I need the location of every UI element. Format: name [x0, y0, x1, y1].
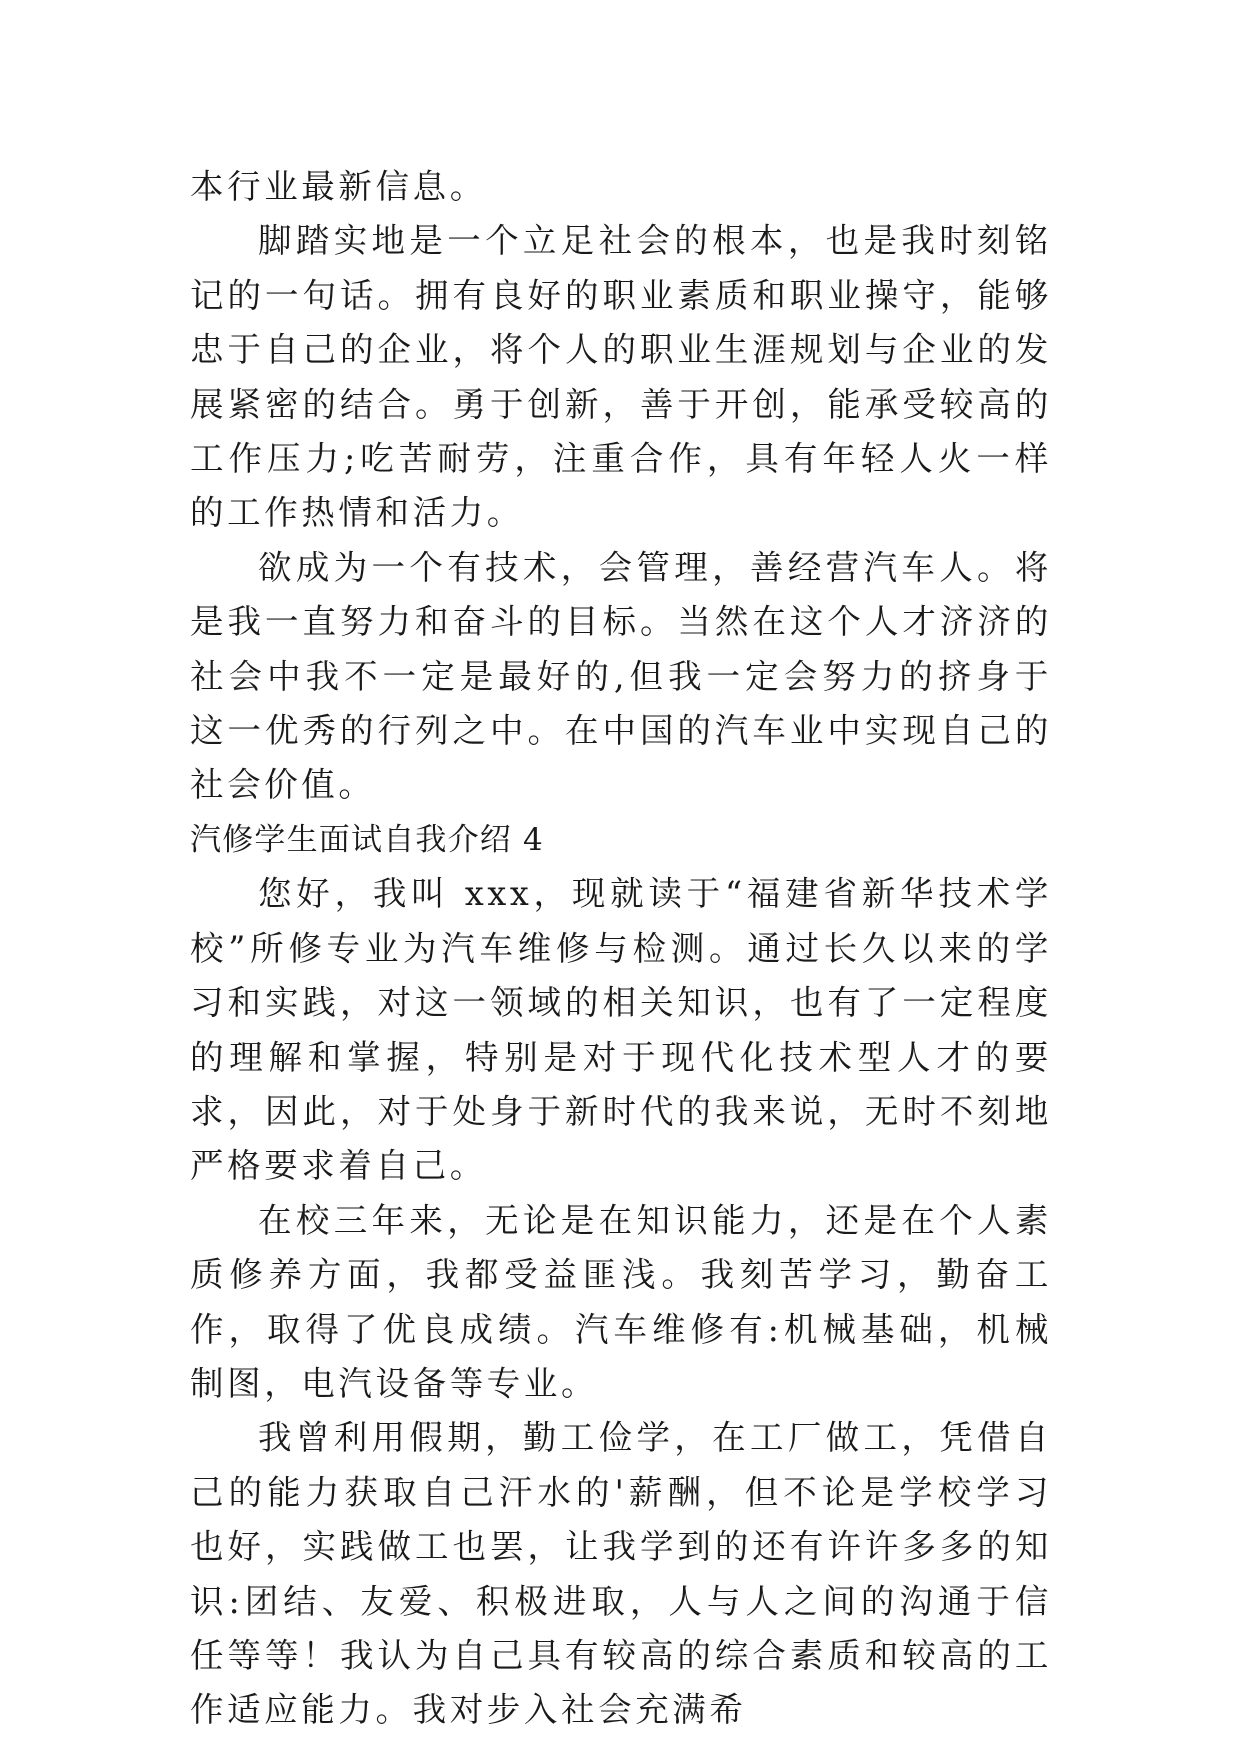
paragraph: 欲成为一个有技术，会管理，善经营汽车人。将是我一直努力和奋斗的目标。当然在这个人才济济的社会中我不一定是最好的,但我一定会努力的挤身于这一优秀的行列之中。在中国的汽车业中实现自己的社会价值。	[190, 547, 1052, 805]
document-body	[190, 160, 1052, 1738]
paragraph: 我曾利用假期，勤工俭学，在工厂做工，凭借自己的能力获取自己汗水的'薪酬，但不论是学校学习也好，实践做工也罢，让我学到的还有许许多多的知识:团结、友爱、积极进取，人与人之间的沟通于信任等等！我认为自己具有较高的综合素质和较高的工作适应能力。我对步入社会充满希	[190, 1418, 1052, 1730]
paragraph: 本行业最新信息。	[190, 167, 487, 206]
paragraph: 脚踏实地是一个立足社会的根本，也是我时刻铭记的一句话。拥有良好的职业素质和职业操守，能够忠于自己的企业，将个人的职业生涯规划与企业的发展紧密的结合。勇于创新，善于开创，能承受较高的工作压力;吃苦耐劳，注重合作，具有年轻人火一样的工作热情和活力。	[190, 221, 1052, 533]
paragraph: 您好，我叫 xxx，现就读于“福建省新华技术学校”所修专业为汽车维修与检测。通过长久以来的学习和实践，对这一领域的相关知识，也有了一定程度的理解和掌握，特别是对于现代化技术型人才的要求，因此，对于处身于新时代的我来说，无时不刻地严格要求着自己。	[190, 874, 1052, 1186]
paragraph: 在校三年来，无论是在知识能力，还是在个人素质修养方面，我都受益匪浅。我刻苦学习，勤奋工作，取得了优良成绩。汽车维修有:机械基础，机械制图，电汽设备等专业。	[190, 1200, 1052, 1403]
section-heading: 汽修学生面试自我介绍 4	[190, 821, 544, 858]
